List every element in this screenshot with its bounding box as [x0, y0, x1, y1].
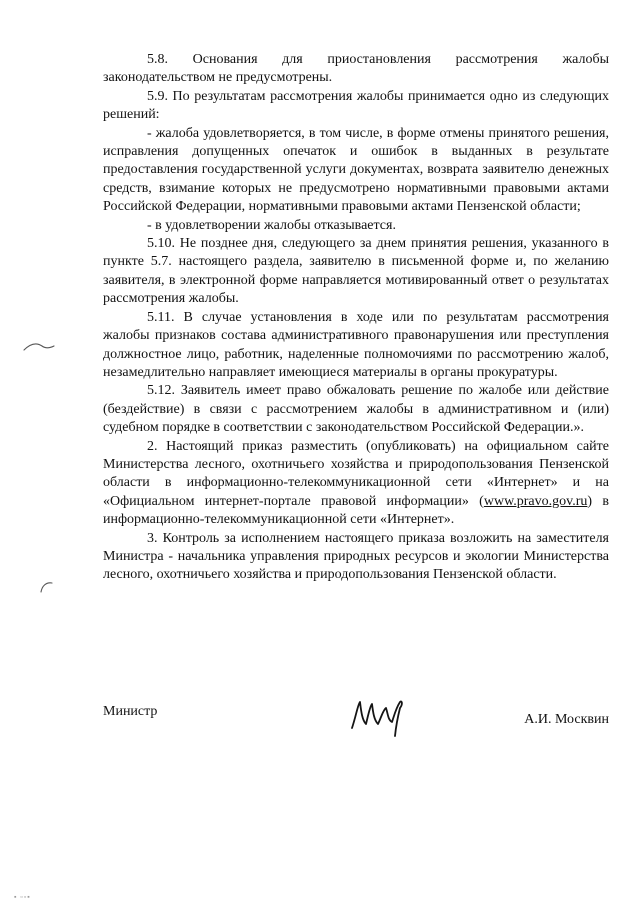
paragraph-2-publication [103, 438, 609, 530]
scan-footer-mark: ▪ ▫▫▪ [14, 893, 31, 901]
paragraph-5-10: 5.10. Не позднее дня, следующего за днем принятия решения, указанного в пункте 5.7. настоящего раздела, заявителю в письменной форме и, по желанию заявителя, в электронной форме направляется мотивированный ответ о результатах рассмотрения жалобы. [103, 236, 609, 307]
paragraph-5-11: 5.11. В случае установления в ходе или по результатам рассмотрения жалобы признаков состава административного правонарушения или преступления должностное лицо, работник, наделенные полномочиями по рассмотрению жалоб, незамедлительно направляет имеющиеся материалы в органы прокуратуры. [103, 309, 609, 380]
pravo-gov-link[interactable]: www.pravo.gov.ru [483, 493, 588, 509]
margin-pen-mark-upper [22, 340, 56, 356]
handwritten-signature [348, 694, 408, 740]
signatory-name: А.И. Москвин [524, 712, 609, 727]
paragraph-3-control: 3. Контроль за исполнением настоящего приказа возложить на заместителя Министра - начальника управления природных ресурсов и экологии Министерства лесного, охотничьего хозяйства и природопользования Пензенской области. [103, 530, 609, 583]
paragraph-2-text: 2. Настоящий приказ разместить (опубликовать) на официальном сайте Министерства лесного, охотничьего хозяйства и природопользования Пензенской области в информационно-телекоммуникационной сети «Интернет» и на «Официальном интернет-портале правовой информации» ( [103, 438, 609, 509]
paragraph-5-9: 5.9. По результатам рассмотрения жалобы принимается одно из следующих решений: [103, 88, 609, 123]
paragraph-5-8: 5.8. Основания для приостановления рассмотрения жалобы законодательством не предусмотрены. [103, 52, 609, 86]
document-body [103, 51, 609, 585]
signature-block [103, 700, 609, 740]
paragraph-2-tail: ) в информационно-телекоммуникационной сети «Интернет». [103, 493, 609, 528]
paragraph-5-9-option-satisfy: - жалоба удовлетворяется, в том числе, в форме отмены принятого решения, исправления допущенных опечаток и ошибок в выданных в результате предоставления государственной услуги документах, возврата заявителю денежных средств, взимание которых не предусмотрено нормативными правовыми актами Российской Федерации, нормативными правовыми актами Пензенской области; [103, 125, 609, 215]
paragraph-5-9-option-refuse: - в удовлетворении жалобы отказывается. [147, 217, 396, 233]
margin-pen-mark-lower [38, 580, 58, 594]
paragraph-5-12: 5.12. Заявитель имеет право обжаловать решение по жалобе или действие (бездействие) в связи с рассмотрением жалобы в административном и (или) судебном порядке в соответствии с законодательством Российской Федерации.». [103, 383, 609, 436]
signatory-title: Министр [103, 704, 158, 719]
